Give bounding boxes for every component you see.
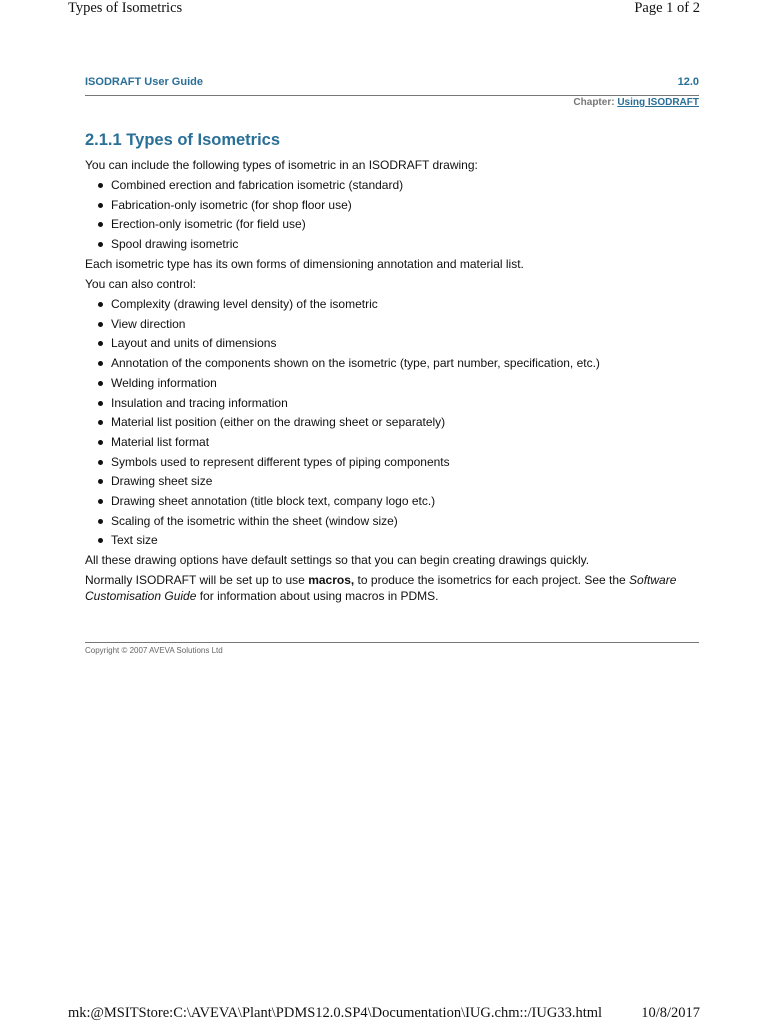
guide-version: 12.0 <box>677 76 699 88</box>
list-item: Material list format <box>85 434 699 450</box>
list-item: Symbols used to represent different types of piping components <box>85 454 699 470</box>
print-header-title: Types of Isometrics <box>68 0 183 16</box>
guide-title: ISODRAFT User Guide <box>85 76 203 88</box>
bullet-icon <box>98 538 103 543</box>
list-item: Layout and units of dimensions <box>85 335 699 351</box>
chapter-label: Chapter: <box>573 97 618 108</box>
chapter-link[interactable]: Using ISODRAFT <box>617 97 699 108</box>
document-body <box>85 130 699 608</box>
list-item: Erection-only isometric (for field use) <box>85 216 699 232</box>
controls-list <box>85 296 699 548</box>
section-heading: 2.1.1 Types of Isometrics <box>85 131 281 149</box>
copyright-notice: Copyright © 2007 AVEVA Solutions Ltd <box>85 646 223 655</box>
bullet-icon <box>98 302 103 307</box>
macros-paragraph: Normally ISODRAFT will be set up to use macros, to produce the isometrics for each project. See the Software Customisation Guide for information about using macros in PDMS. <box>85 573 677 604</box>
macros-term: macros, <box>308 573 355 588</box>
control-paragraph: You can also control: <box>85 277 196 292</box>
forms-paragraph: Each isometric type has its own forms of dimensioning annotation and material list. <box>85 257 524 272</box>
print-footer-date: 10/8/2017 <box>641 1005 700 1021</box>
list-item: Material list position (either on the drawing sheet or separately) <box>85 414 699 430</box>
defaults-paragraph: All these drawing options have default settings so that you can begin creating drawings quickly. <box>85 553 590 568</box>
bullet-icon <box>98 401 103 406</box>
footer-divider <box>85 642 699 643</box>
chapter-breadcrumb <box>573 97 699 108</box>
print-footer <box>0 1005 768 1025</box>
list-item: Insulation and tracing information <box>85 395 699 411</box>
bullet-icon <box>98 381 103 386</box>
bullet-icon <box>98 322 103 327</box>
bullet-icon <box>98 460 103 465</box>
list-item: Complexity (drawing level density) of the isometric <box>85 296 699 312</box>
list-item: Fabrication-only isometric (for shop floor use) <box>85 197 699 213</box>
bullet-icon <box>98 479 103 484</box>
print-header-page: Page 1 of 2 <box>634 0 700 16</box>
bullet-icon <box>98 519 103 524</box>
bullet-icon <box>98 242 103 247</box>
list-item: Annotation of the components shown on the isometric (type, part number, specification, etc.) <box>85 355 699 371</box>
list-item: Spool drawing isometric <box>85 236 699 252</box>
header-divider <box>85 95 699 96</box>
intro-paragraph: You can include the following types of isometric in an ISODRAFT drawing: <box>85 158 478 172</box>
guide-header <box>85 76 699 94</box>
bullet-icon <box>98 183 103 188</box>
bullet-icon <box>98 499 103 504</box>
isometric-types-list <box>85 177 699 252</box>
list-item: Drawing sheet annotation (title block text, company logo etc.) <box>85 493 699 509</box>
list-item: Welding information <box>85 375 699 391</box>
bullet-icon <box>98 222 103 227</box>
bullet-icon <box>98 440 103 445</box>
list-item: Text size <box>85 532 699 548</box>
list-item: Scaling of the isometric within the sheet (window size) <box>85 513 699 529</box>
list-item: View direction <box>85 316 699 332</box>
list-item: Combined erection and fabrication isometric (standard) <box>85 177 699 193</box>
list-item: Drawing sheet size <box>85 473 699 489</box>
bullet-icon <box>98 341 103 346</box>
bullet-icon <box>98 203 103 208</box>
print-footer-path: mk:@MSITStore:C:\AVEVA\Plant\PDMS12.0.SP4\Documentation\IUG.chm::/IUG33.html <box>68 1005 603 1021</box>
guide-reference: Software Customisation Guide <box>85 573 677 604</box>
print-header <box>0 0 768 20</box>
bullet-icon <box>98 420 103 425</box>
bullet-icon <box>98 361 103 366</box>
